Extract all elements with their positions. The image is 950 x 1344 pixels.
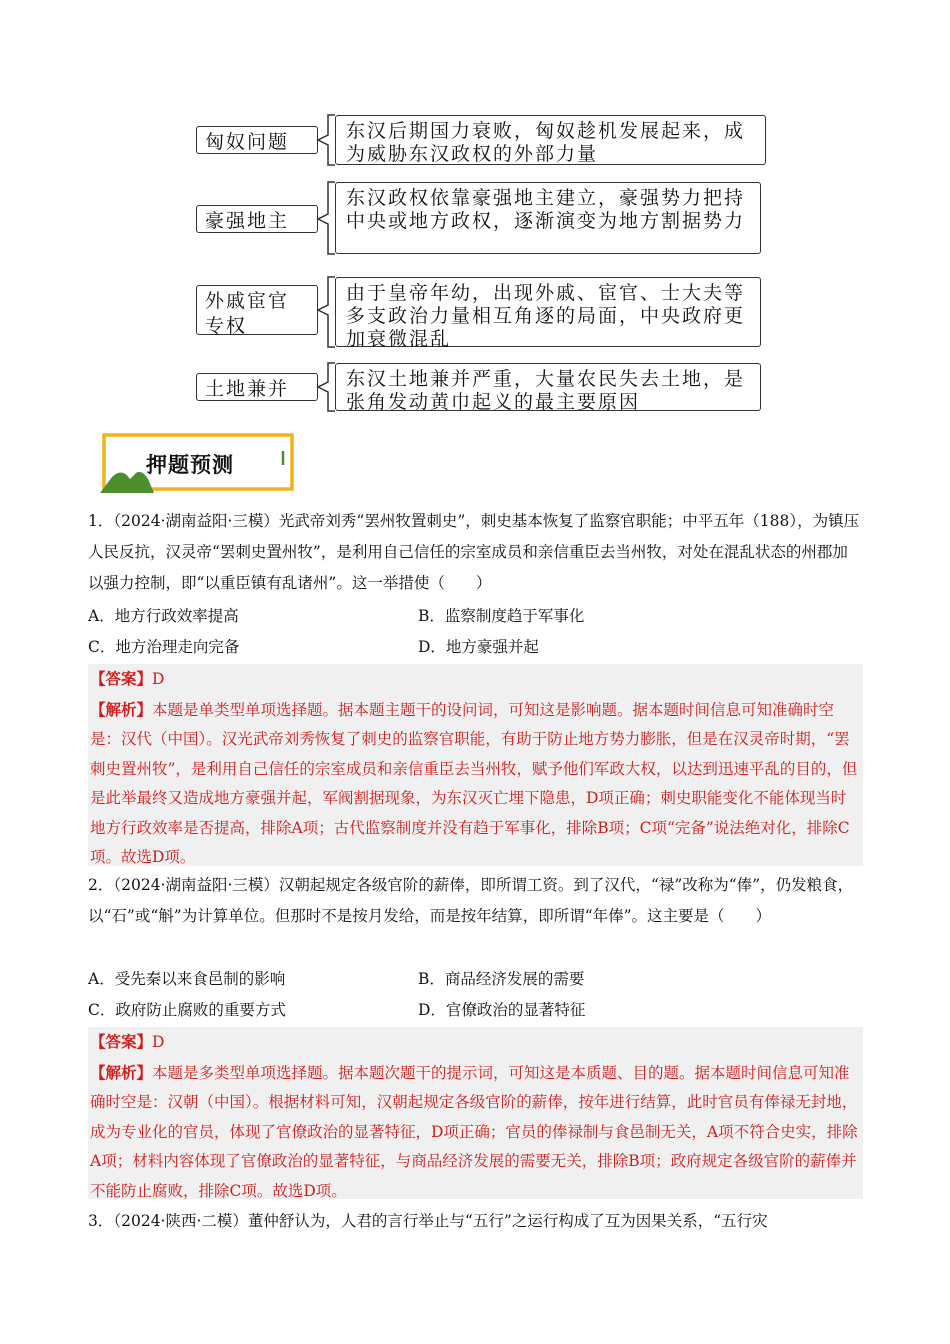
topic-box-xiongnu — [196, 126, 318, 154]
desc-box-waiqi — [335, 277, 761, 350]
bracket-1 — [318, 115, 335, 165]
q2-answer-line — [90, 1027, 861, 1058]
topic-box-waiqi — [196, 285, 318, 335]
question-1-stem: 1．（2024·湖南益阳·三模）光武帝刘秀“罢州牧置刺史”，刺史基本恢复了监察官职能；中平五年（188），为镇压人民反抗，汉灵帝“罢刺史置州牧”，是利用自己信任的宗室成员和亲信重臣去当州牧，对处在混乱状态的州郡加以强力控制，即“以重臣镇有乱诸州”。这一举措使（ ） — [88, 512, 860, 592]
analysis-label: 【解析】 — [90, 699, 153, 719]
desc-text: 由于皇帝年幼，出现外戚、宦官、士大夫等多支政治力量相互角逐的局面，中央政府更加衰微混乱 — [346, 282, 746, 350]
q1-answer-block — [88, 664, 863, 866]
bracket-2 — [318, 182, 335, 254]
question-2-stem: 2．（2024·湖南益阳·三模）汉朝起规定各级官阶的薪俸，即所谓工资。到了汉代，“禄”改称为“俸”，仍发粮食，以“石”或“斛”为计算单位。但那时不是按月发给，而是按年结算，即所谓“年俸”。这主要是（ ） — [88, 876, 854, 925]
desc-text: 东汉政权依靠豪强地主建立，豪强势力把持中央或地方政权，逐渐演变为地方割据势力 — [346, 187, 746, 232]
analysis-text: 本题是单类型单项选择题。据本题主题干的设问词，可知这是影响题。据本题时间信息可知准确时空是：汉代（中国）。汉光武帝刘秀恢复了刺史的监察官职能，有助于防止地方势力膨胀，但是在汉灵帝时期，“罢刺史置州牧”，是利用自己信任的宗室成员和亲信重臣去当州牧，赋予他们军政大权，以达到迅速平乱的目的，但是此举最终又造成地方豪强并起，军阀割据现象，为东汉灭亡埋下隐患，D项正确；刺史职能变化不能体现当时地方行政效率是否提高，排除A项；古代监察制度并没有趋于军事化，排除B项；C项“完备”说法绝对化，排除C项。故选D项。 — [90, 700, 858, 866]
q2-option-a: A．受先秦以来食邑制的影响 — [88, 970, 286, 988]
section-badge — [100, 433, 294, 493]
bracket-connectors — [316, 110, 340, 420]
question-3-stem: 3．（2024·陕西·二模）董仲舒认为，人君的言行举止与“五行”之运行构成了互为因果关系，“五行灾 — [88, 1212, 768, 1230]
q2-option-d: D．官僚政治的显著特征 — [418, 1001, 586, 1019]
answer-label: 【答案】 — [90, 669, 153, 688]
topic-label: 土地兼并 — [205, 378, 290, 400]
desc-box-tudi — [335, 363, 761, 411]
q2-option-c: C．政府防止腐败的重要方式 — [88, 1001, 286, 1019]
desc-box-haoqiang — [335, 182, 761, 254]
topic-label: 匈奴问题 — [205, 131, 290, 153]
q1-option-c: C．地方治理走向完备 — [88, 638, 240, 656]
topic-box-tudi — [196, 373, 318, 401]
bracket-4 — [318, 363, 335, 411]
topic-label: 外戚宦官专权 — [205, 290, 290, 337]
analysis-text: 本题是多类型单项选择题。据本题次题干的提示词，可知这是本质题、目的题。据本题时间信息可知准确时空是：汉朝（中国）。根据材料可知，汉朝起规定各级官阶的薪俸，按年进行结算，此时官员有俸禄无封地，成为专业化的官员，体现了官僚政治的显著特征，D项正确；官员的俸禄制与食邑制无关，A项不符合史实，排除A项；材料内容体现了官僚政治的显著特征，与商品经济发展的需要无关，排除B项；政府规定各级官阶的薪俸并不能防止腐败，排除C项。故选D项。 — [90, 1063, 858, 1200]
q1-option-a: A．地方行政效率提高 — [88, 607, 239, 625]
q1-answer-line — [90, 664, 861, 695]
q1-option-b: B．监察制度趋于军事化 — [418, 607, 585, 625]
q1-option-d: D．地方豪强并起 — [418, 638, 539, 656]
bracket-3 — [318, 277, 335, 347]
answer-label: 【答案】 — [90, 1032, 153, 1051]
answer-value: D — [152, 670, 165, 688]
topic-box-haoqiang — [196, 205, 318, 233]
section-title: 押题预测 — [146, 453, 234, 477]
q2-analysis — [90, 1058, 861, 1207]
q1-analysis — [90, 695, 861, 873]
desc-text: 东汉土地兼并严重，大量农民失去土地，是张角发动黄巾起义的最主要原因 — [346, 368, 746, 413]
topic-label: 豪强地主 — [205, 210, 290, 232]
desc-box-xiongnu — [335, 115, 766, 165]
desc-text: 东汉后期国力衰败，匈奴趁机发展起来，成为威胁东汉政权的外部力量 — [346, 120, 746, 165]
answer-value: D — [152, 1033, 165, 1051]
q2-option-b: B．商品经济发展的需要 — [418, 970, 585, 988]
analysis-label: 【解析】 — [90, 1062, 153, 1082]
q2-answer-block — [88, 1027, 863, 1199]
